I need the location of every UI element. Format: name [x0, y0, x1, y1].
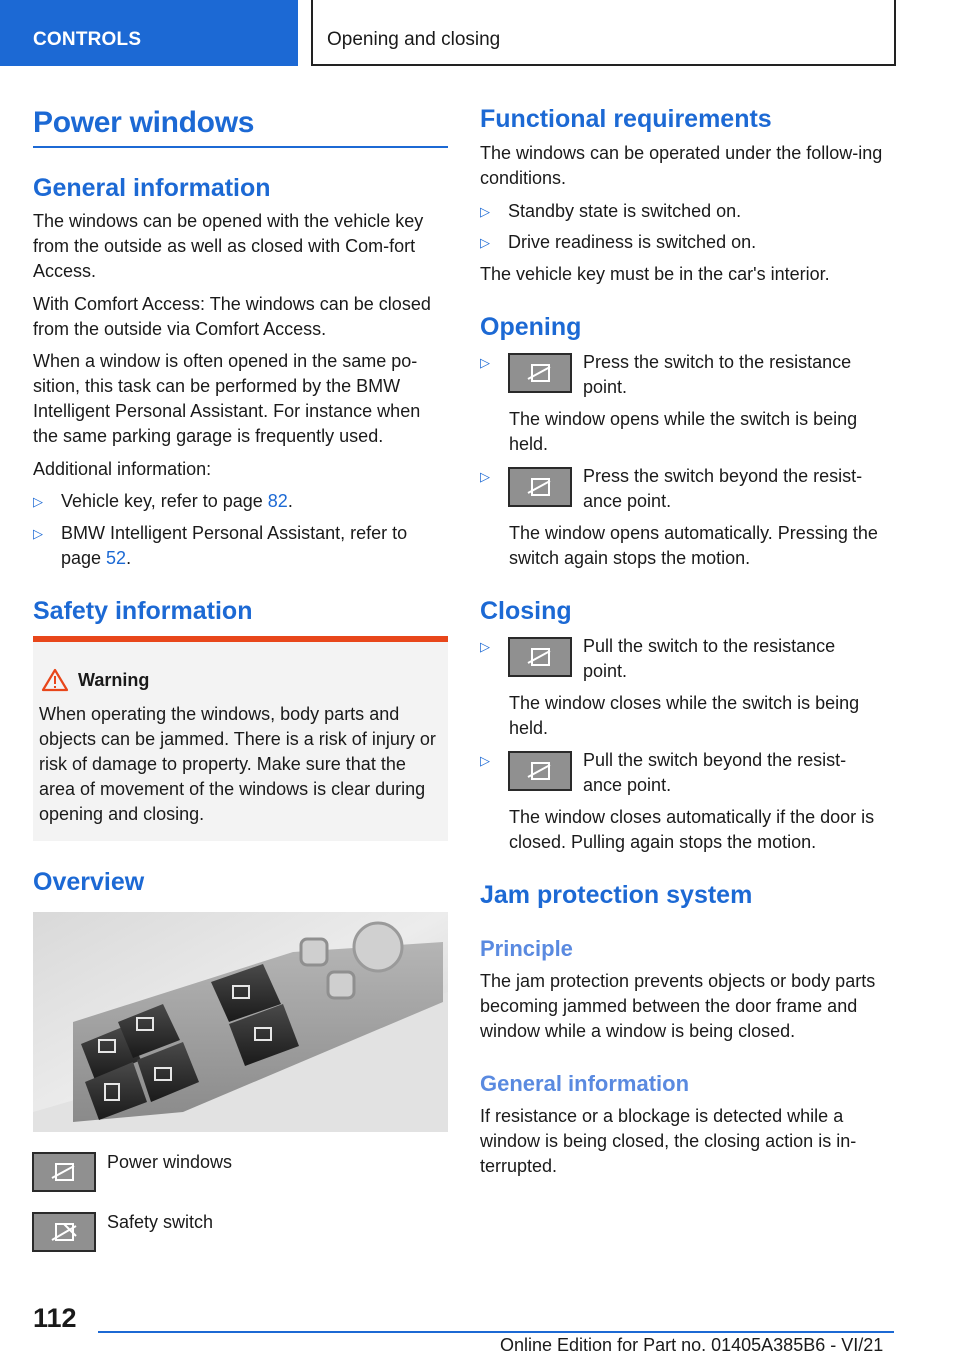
opening-heading: Opening — [480, 313, 582, 341]
bullet-text: Drive readiness is switched on. — [508, 232, 757, 252]
warning-body: When operating the windows, body parts and objects can be jammed. There is a risk of injury or risk of damage to property. Make sure that the area of movement of the windows is clear during opening and closing. — [39, 704, 436, 824]
page-link-82[interactable]: 82 — [267, 491, 288, 511]
title-rule — [33, 146, 448, 148]
legend-safety-switch: Safety switch — [107, 1212, 214, 1232]
power-window-controls-photo — [33, 912, 448, 1132]
list-item: ▷ Vehicle key, refer to page 82. — [33, 489, 448, 515]
triangle-right-icon: ▷ — [480, 753, 490, 768]
edition-note: Online Edition for Part no. 01405A385B6 - VI/21 — [500, 1335, 884, 1355]
jam-general-info-heading: General information — [480, 1071, 690, 1096]
safety-heading: Safety information — [33, 597, 253, 625]
closing-step-2: Pull the switch beyond the resist-ance point. — [583, 750, 847, 795]
opening-step-2-result: The window opens automatically. Pressing the switch again stops the motion. — [509, 523, 878, 568]
triangle-right-icon: ▷ — [33, 526, 43, 541]
triangle-right-icon: ▷ — [480, 469, 490, 484]
topic-tab — [311, 0, 896, 66]
bullet-text: Vehicle key, refer to page — [61, 491, 268, 511]
power-window-switch-icon — [508, 467, 572, 507]
power-window-switch-icon — [508, 751, 572, 791]
page-number: 112 — [33, 1303, 77, 1333]
functional-paragraph: The windows can be operated under the follow-ing conditions. — [480, 143, 883, 188]
list-item — [480, 464, 500, 490]
list-item — [480, 748, 500, 774]
triangle-right-icon: ▷ — [480, 355, 490, 370]
overview-heading: Overview — [33, 868, 145, 896]
power-window-switch-icon — [32, 1152, 96, 1192]
general-paragraph-2: With Comfort Access: The windows can be closed from the outside via Comfort Access. — [33, 294, 431, 339]
general-paragraph-3: When a window is often opened in the same po-sition, this task can be performed by the BMW Intelligent Personal Assistant. For instance when the same parking garage is frequently used. — [33, 351, 421, 446]
opening-step-2: Press the switch beyond the resist-ance point. — [583, 466, 863, 511]
warning-box — [33, 636, 448, 841]
bullet-text: BMW Intelligent Personal Assistant, refer to page — [61, 523, 408, 568]
principle-paragraph: The jam protection prevents objects or body parts becoming jammed between the door frame and window while a window is being closed. — [480, 971, 876, 1041]
section-tab — [0, 0, 298, 66]
list-item — [480, 350, 500, 376]
closing-step-1: Pull the switch to the resistance point. — [583, 636, 836, 681]
triangle-right-icon: ▷ — [480, 204, 490, 219]
triangle-right-icon: ▷ — [33, 494, 43, 509]
safety-switch-icon — [32, 1212, 96, 1252]
power-window-switch-icon — [508, 637, 572, 677]
functional-requirements-heading: Functional requirements — [480, 105, 772, 133]
warning-title: Warning — [78, 670, 150, 690]
list-item — [480, 230, 898, 256]
footer-rule — [98, 1331, 894, 1333]
jam-protection-heading: Jam protection system — [480, 881, 753, 909]
power-window-switch-icon — [508, 353, 572, 393]
section-label: CONTROLS — [33, 29, 142, 50]
general-paragraph-1: The windows can be opened with the vehicle key from the outside as well as closed with Com-fort Access. — [33, 211, 424, 281]
functional-paragraph-2: The vehicle key must be in the car's interior. — [480, 264, 830, 284]
legend-power-windows: Power windows — [107, 1152, 233, 1172]
closing-heading: Closing — [480, 597, 572, 625]
opening-step-1-result: The window opens while the switch is being held. — [509, 409, 858, 454]
list-item — [480, 199, 898, 225]
additional-info-label: Additional information: — [33, 459, 212, 479]
warning-triangle-icon — [41, 668, 69, 697]
general-info-heading: General information — [33, 174, 271, 202]
bullet-text: Standby state is switched on. — [508, 201, 742, 221]
closing-step-2-result: The window closes automatically if the door is closed. Pulling again stops the motion. — [509, 807, 875, 852]
closing-step-1-result: The window closes while the switch is being held. — [509, 693, 860, 738]
triangle-right-icon: ▷ — [480, 235, 490, 250]
triangle-right-icon: ▷ — [480, 639, 490, 654]
topic-label: Opening and closing — [327, 29, 501, 50]
jam-general-paragraph: If resistance or a blockage is detected while a window is being closed, the closing action is in-terrupted. — [480, 1106, 857, 1176]
page-link-52[interactable]: 52 — [106, 548, 127, 568]
list-item — [480, 634, 500, 660]
page-title: Power windows — [33, 106, 255, 139]
list-item: ▷ BMW Intelligent Personal Assistant, refer to page 52. — [33, 523, 408, 568]
opening-step-1: Press the switch to the resistance point. — [583, 352, 852, 397]
principle-heading: Principle — [480, 936, 573, 961]
